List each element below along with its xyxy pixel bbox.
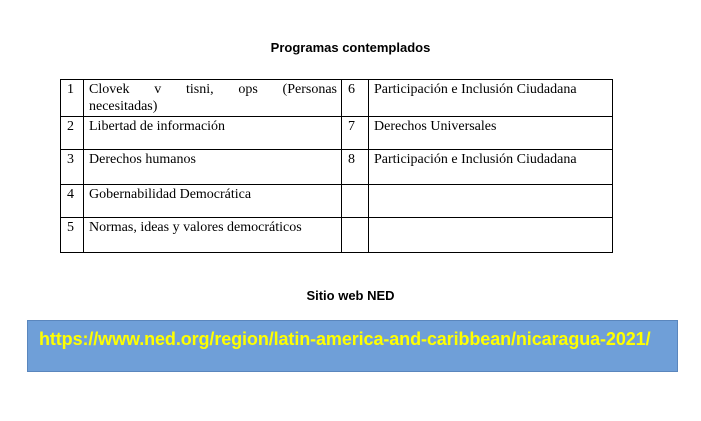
program-number: 6 [342,80,369,117]
programs-table [60,79,613,253]
program-number [342,218,369,253]
program-name: Gobernabilidad Democrática [84,185,342,218]
program-number: 3 [61,150,84,185]
website-heading: Sitio web NED [306,288,395,303]
program-name: Participación e Inclusión Ciudadana [369,80,613,117]
program-name-line: necesitadas) [89,99,158,114]
website-url-link[interactable]: https://www.ned.org/region/latin-america-and-caribbean/nicaragua-2021/ [39,329,651,349]
program-name: Normas, ideas y valores democráticos [84,218,342,253]
program-name-line: Clovek v tisni, ops (Personas [89,82,337,97]
program-name [84,80,342,117]
program-number [342,185,369,218]
program-name: Libertad de información [84,117,342,150]
program-name [369,218,613,253]
program-name: Participación e Inclusión Ciudadana [369,150,613,185]
program-name: Derechos Universales [369,117,613,150]
program-number: 2 [61,117,84,150]
table-row [61,218,613,253]
programs-heading: Programas contemplados [270,40,431,55]
program-number: 5 [61,218,84,253]
table-row [61,117,613,150]
table-row [61,150,613,185]
url-banner [27,320,678,372]
program-number: 4 [61,185,84,218]
program-name [369,185,613,218]
program-number: 7 [342,117,369,150]
table-row [61,185,613,218]
program-number: 1 [61,80,84,117]
table-row [61,80,613,117]
program-number: 8 [342,150,369,185]
program-name: Derechos humanos [84,150,342,185]
